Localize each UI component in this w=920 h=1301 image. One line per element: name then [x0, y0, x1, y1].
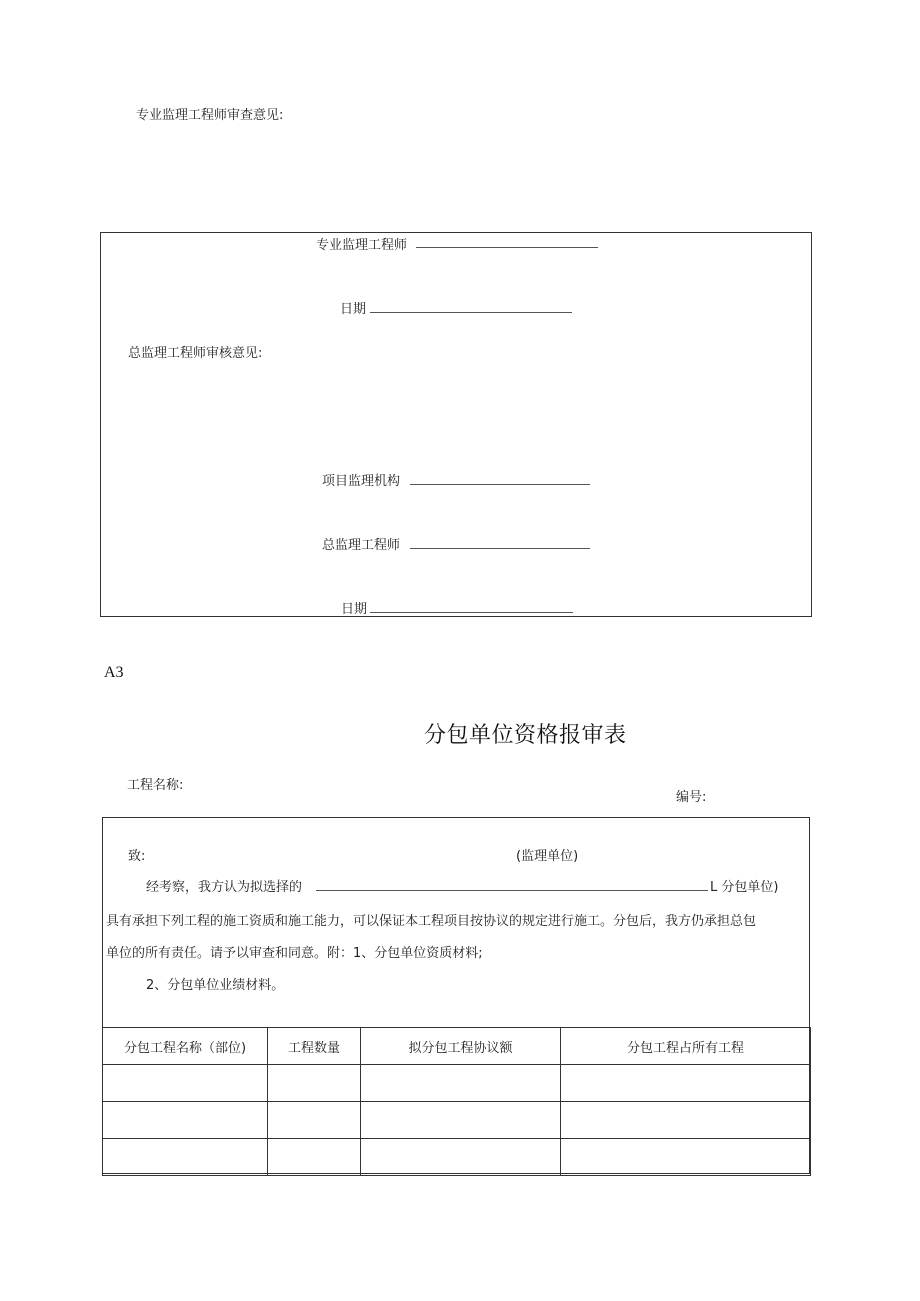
reviewed-prefix: 经考察，我方认为拟选择的: [146, 880, 303, 895]
header-cell: 拟分包工程协议额: [361, 1028, 561, 1065]
table-cell[interactable]: [361, 1065, 561, 1102]
table-row: [103, 1065, 811, 1102]
project-name-label: 工程名称:: [127, 778, 184, 793]
table-cell[interactable]: [103, 1065, 268, 1102]
page-title: 分包单位资格报审表: [424, 723, 627, 748]
number-label: 编号:: [676, 790, 707, 805]
project-org-label: 项目监理机构: [322, 474, 401, 489]
header-cell: 工程数量: [268, 1028, 361, 1065]
table-row: [103, 1139, 811, 1176]
attachment-2: 2、分包单位业绩材料。: [146, 978, 285, 993]
table-cell[interactable]: [268, 1102, 361, 1139]
specialist-engineer-signature-field[interactable]: [416, 247, 598, 248]
table-cell[interactable]: [361, 1102, 561, 1139]
specialist-opinion-label: 专业监理工程师审查意见:: [136, 108, 284, 123]
header-cell: 分包工程名称（部位): [103, 1028, 268, 1065]
to-label: 致:: [128, 849, 146, 864]
chief-engineer-signature-field[interactable]: [410, 548, 590, 549]
date-field[interactable]: [370, 312, 572, 313]
project-org-field[interactable]: [410, 484, 590, 485]
chief-engineer-label: 总监理工程师: [322, 538, 401, 553]
table-row: [103, 1102, 811, 1139]
chief-review-label: 总监理工程师审核意见:: [128, 346, 263, 361]
table-cell[interactable]: [561, 1102, 811, 1139]
subcontractor-name-field[interactable]: [316, 890, 708, 891]
body-line-2: 单位的所有责任。请予以审查和同意。附：1、分包单位资质材料;: [106, 946, 483, 961]
review-box: [100, 232, 812, 617]
header-cell: 分包工程占所有工程: [561, 1028, 811, 1065]
table-cell[interactable]: [103, 1139, 268, 1176]
table-cell[interactable]: [268, 1139, 361, 1176]
table-cell[interactable]: [361, 1139, 561, 1176]
date-label: 日期: [340, 302, 367, 317]
table-cell[interactable]: [561, 1065, 811, 1102]
number-label-clip: [672, 786, 732, 805]
subcontract-table: [102, 1027, 811, 1176]
specialist-engineer-label: 专业监理工程师: [316, 238, 408, 253]
table-cell[interactable]: [268, 1065, 361, 1102]
supervisor-unit-label: (监理单位): [516, 849, 579, 864]
body-line-1: 具有承担下列工程的施工资质和施工能力，可以保证本工程项目按协议的规定进行施工。分包后，我方仍承担总包: [106, 914, 757, 929]
subcontractor-suffix: L 分包单位): [710, 880, 779, 895]
table-cell[interactable]: [103, 1102, 268, 1139]
date-label-2: 日期: [341, 602, 368, 617]
date-field-2[interactable]: [370, 612, 573, 613]
table-header-row: [103, 1028, 811, 1065]
form-code: A3: [104, 664, 124, 681]
table-cell[interactable]: [561, 1139, 811, 1176]
